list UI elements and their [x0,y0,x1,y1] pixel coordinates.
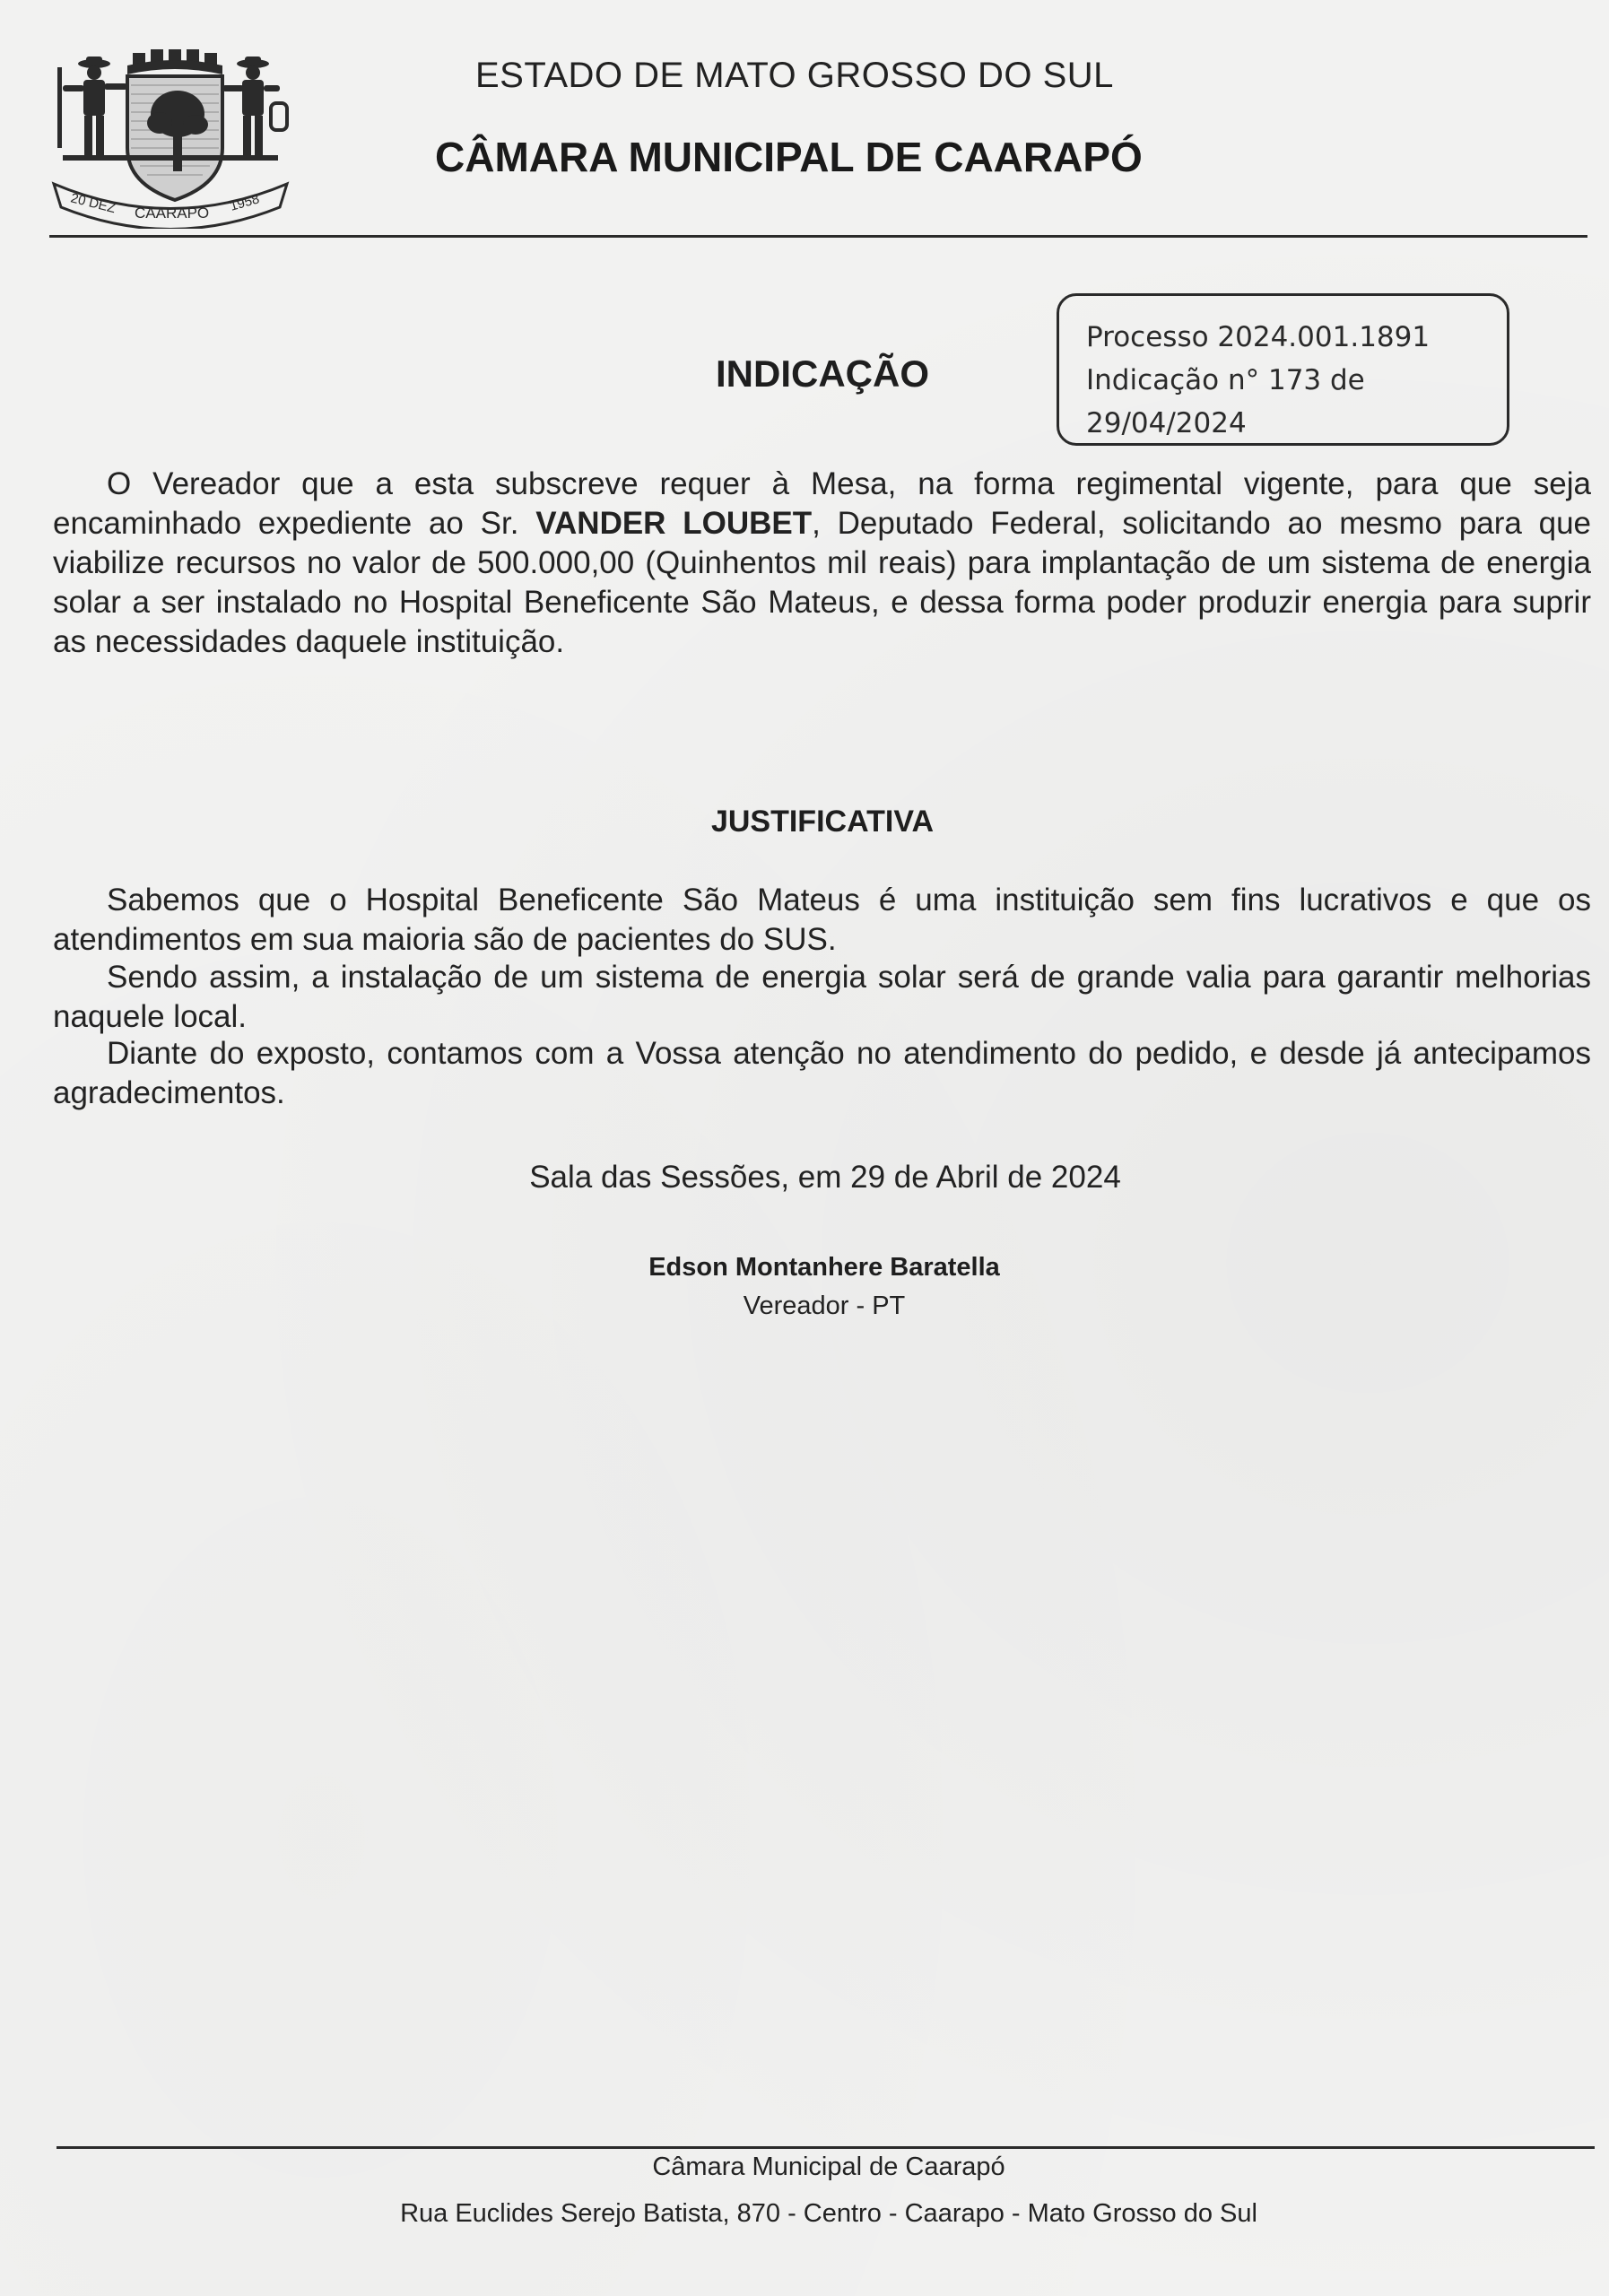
footer-institution: Câmara Municipal de Caarapó [652,2152,1005,2181]
justification-text-1: Sabemos que o Hospital Beneficente São Mateus é uma instituição sem fins lucrativos e que os atendimentos em sua maioria são de pacientes do SUS. [53,883,1591,957]
process-stamp-box [1057,293,1509,446]
document-title: INDICAÇÃO [716,352,929,395]
signer-role: Vereador - PT [743,1292,906,1320]
request-paragraph [53,465,1591,662]
justification-text-2: Sendo assim, a instalação de um sistema de energia solar será de grande valia para garantir melhorias naquele local. [53,960,1591,1034]
svg-text:1958: 1958 [228,191,262,214]
state-heading: ESTADO DE MATO GROSSO DO SUL [475,56,1114,95]
justification-paragraph-3 [53,1034,1591,1113]
recipient-name: VANDER LOUBET [535,506,813,541]
request-text-end: , Deputado Federal, solicitando ao mesmo para que viabilize recursos no valor de 500.000,00 (Quinhentos mil reais) para implantação de um sistema de energia solar a ser instalado no Hospital Beneficente São Mateus, e dessa forma poder produzir energia para suprir as necessidades daquele instituição. [53,506,1591,659]
header-divider [49,235,1587,238]
footer-address: Rua Euclides Serejo Batista, 870 - Centro - Caarapo - Mato Grosso do Sul [400,2199,1257,2228]
justification-paragraph-2 [53,958,1591,1037]
footer-divider [57,2146,1595,2149]
justification-text-3: Diante do exposto, contamos com a Vossa atenção no atendimento do pedido, e desde já antecipamos agradecimentos. [53,1036,1591,1110]
municipal-coat-of-arms-icon [45,49,296,229]
svg-text:20 DEZ: 20 DEZ [69,190,117,217]
indication-date: 29/04/2024 [1086,407,1247,439]
signer-name: Edson Montanhere Baratella [648,1253,1000,1282]
svg-text:CAARAPO: CAARAPO [135,204,210,222]
process-number: Processo 2024.001.1891 [1086,321,1431,353]
indication-number: Indicação n° 173 de [1086,364,1365,396]
justification-paragraph-1 [53,881,1591,960]
place-and-date: Sala das Sessões, em 29 de Abril de 2024 [529,1160,1121,1195]
justification-title: JUSTIFICATIVA [710,804,935,839]
chamber-heading: CÂMARA MUNICIPAL DE CAARAPÓ [435,134,1143,180]
request-text-start: O Vereador que a esta subscreve requer à Mesa, na forma regimental vigente, para que seja encaminhado expediente ao Sr. [53,466,1591,541]
